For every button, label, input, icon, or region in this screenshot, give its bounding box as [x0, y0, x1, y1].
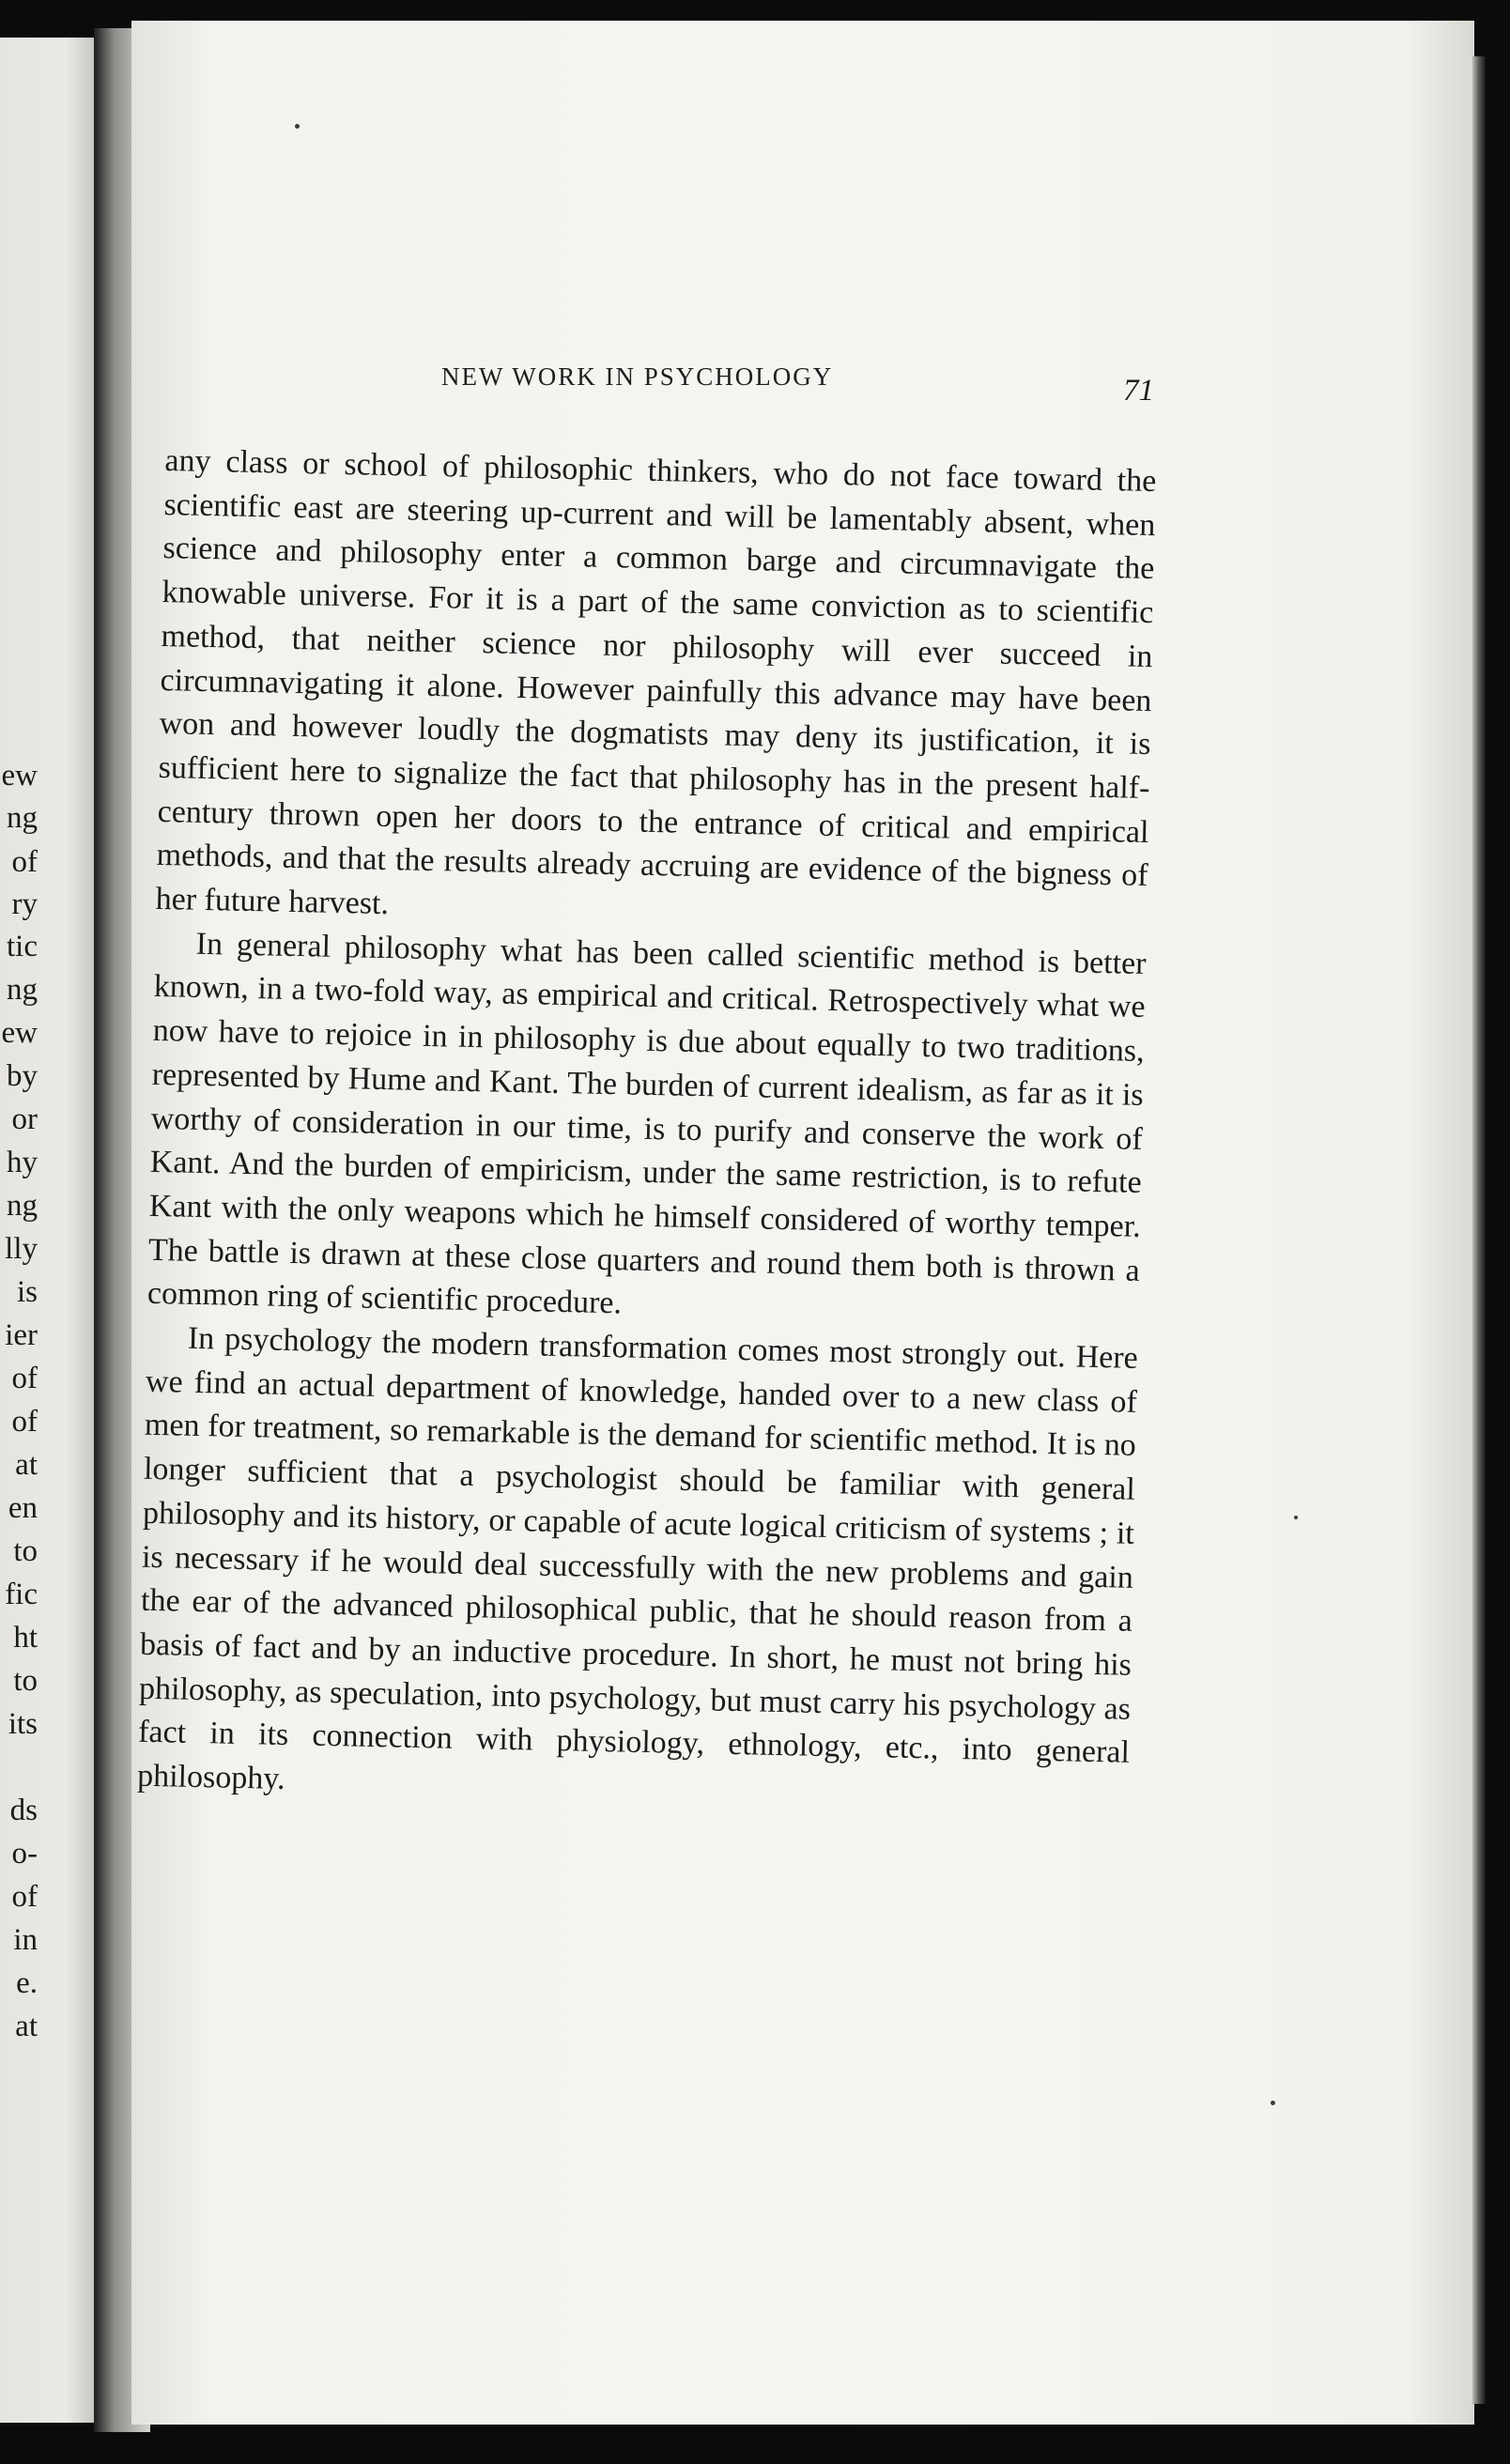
left-page-text-fragment: en [8, 1491, 38, 1525]
left-page-text-fragment: of [11, 1362, 38, 1395]
left-page-text-fragment: at [15, 2010, 38, 2043]
left-page-text-fragment: ry [11, 887, 38, 921]
left-page-text-fragment: o- [11, 1837, 38, 1871]
left-page-text-fragment: ng [7, 801, 38, 835]
left-page-text-fragment: lly [5, 1232, 38, 1266]
left-page-text-fragment: of [11, 1405, 38, 1439]
left-page-text-fragment: ht [13, 1621, 38, 1655]
left-page-text-fragment: hy [7, 1146, 38, 1179]
page-edge-shadow [1472, 56, 1486, 2404]
left-page-text-fragment: ew [1, 759, 38, 793]
body-text [137, 439, 1157, 1820]
left-page-text-fragment: or [11, 1102, 38, 1136]
left-page-text-fragment: of [11, 845, 38, 879]
ink-speck [1294, 1516, 1298, 1519]
ink-speck [295, 124, 300, 129]
left-page-text-fragment: ng [7, 973, 38, 1007]
running-head: NEW WORK IN PSYCHOLOGY [441, 362, 834, 391]
left-page-text-fragment: is [16, 1275, 38, 1309]
left-page-text-fragment: at [15, 1448, 38, 1482]
left-page-text-fragment: to [13, 1664, 38, 1698]
left-page-text-fragment: ew [1, 1016, 38, 1050]
left-page-text-fragment: its [8, 1707, 38, 1741]
left-page-text-fragment: of [11, 1880, 38, 1914]
page-number: 71 [1123, 374, 1154, 408]
paragraph: In general philosophy what has been called scientific method is better known, in a two-fold way, as empirical and critical. Retrospectively what we now have to rejoice in in philosophy is due about equally to two traditions, represented by Hume and Kant. The burden of current idealism, as far as it is worthy of consideration in our time, is to purify and conserve the work of Kant. And the burden of empiricism, under the same restriction, is to refute Kant with the only weapons which he himself considered of worthy temper. The battle is drawn at these close quarters and round them both is thrown a common ring of scientific procedure. [146, 926, 1147, 1321]
ink-speck [1271, 2101, 1275, 2105]
left-page-text-fragment: tic [7, 930, 38, 963]
previous-page-edge [0, 38, 94, 2423]
left-page-text-fragment: ier [5, 1318, 38, 1352]
left-page-text-fragment: by [7, 1059, 38, 1093]
left-page-text-fragment: ds [9, 1794, 38, 1827]
left-page-text-fragment: e. [16, 1966, 38, 2000]
left-page-text-fragment: ng [7, 1189, 38, 1223]
left-page-text-fragment: to [13, 1534, 38, 1568]
left-page-text-fragment: in [13, 1923, 38, 1957]
left-page-text-fragment: fic [5, 1578, 38, 1611]
paragraph: In psychology the modern transformation comes most strongly out. Here we find an actual department of knowledge, handed over to a new class of men for treatment, so remarkable is the demand for scientific method. It is no longer sufficient that a psychologist should be familiar with general philosophy and its history, or capable of acute logical criticism of systems ; it is necessary if he would deal successfully with the new problems and gain the ear of the advanced philosophical public, that he should reason from a basis of fact and by an inductive procedure. In short, he must not bring his philosophy, as speculation, into psychology, but must carry his psychology as fact in its connection with physiology, ethnology, etc., into general philosophy. [136, 1320, 1139, 1797]
paragraph: any class or school of philosophic thinkers, who do not face toward the scientific east are steering up-current and will be lamentably absent, when science and philosophy enter a common barge and circumnavigate the knowable universe. For it is a part of the same conviction as to scientific method, that neither science nor philosophy will ever succeed in circumnavigating it alone. However painfully this advance may have been won and however loudly the dogmatists may deny its justification, it is sufficient here to signalize the fact that philosophy has in the present half-century thrown open her doors to the entrance of critical and empirical methods, and that the results already accruing are evidence of the bigness of her future harvest. [155, 442, 1157, 922]
